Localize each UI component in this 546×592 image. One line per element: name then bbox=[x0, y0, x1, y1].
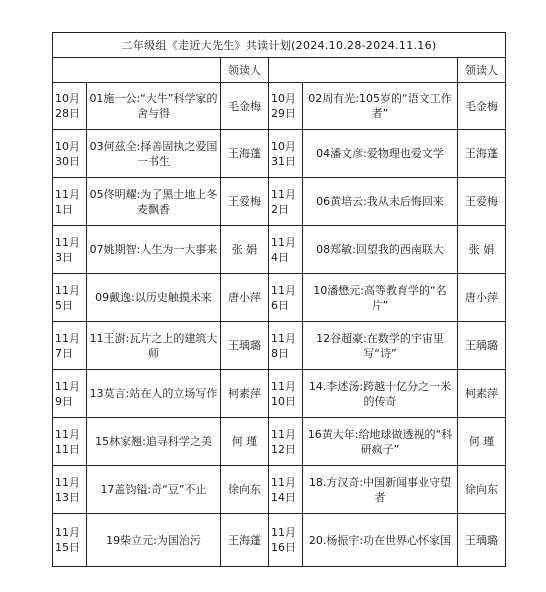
reader-cell-left: 王海蓬 bbox=[221, 130, 269, 178]
book-cell-right: 14.李述汤:跨越十亿分之一米的传奇 bbox=[303, 370, 458, 418]
book-cell-right: 06黄培云:我从未后悔回来 bbox=[303, 178, 458, 226]
date-cell-right: 11月14日 bbox=[269, 466, 303, 514]
book-cell-left: 05佟明耀:为了黑土地上冬麦飘香 bbox=[87, 178, 221, 226]
date-cell-left: 10月28日 bbox=[53, 83, 87, 130]
date-cell-left: 11月9日 bbox=[53, 370, 87, 418]
date-cell-left: 11月15日 bbox=[53, 514, 87, 567]
date-cell-right: 11月4日 bbox=[269, 226, 303, 274]
table-row bbox=[53, 130, 506, 178]
date-cell-left: 10月30日 bbox=[53, 130, 87, 178]
table-row bbox=[53, 226, 506, 274]
date-cell-right: 11月6日 bbox=[269, 274, 303, 322]
reader-cell-left: 唐小萍 bbox=[221, 274, 269, 322]
book-cell-left: 11王澍:瓦片之上的建筑大师 bbox=[87, 322, 221, 370]
book-cell-left: 17盖钧镒:奇“豆”不止 bbox=[87, 466, 221, 514]
date-cell-right: 11月16日 bbox=[269, 514, 303, 567]
header-blank-right bbox=[269, 58, 458, 83]
book-cell-right: 08郑敏:回望我的西南联大 bbox=[303, 226, 458, 274]
reader-cell-right: 唐小萍 bbox=[458, 274, 506, 322]
book-cell-right: 04潘文彦:爱物理也爱文学 bbox=[303, 130, 458, 178]
table-row bbox=[53, 83, 506, 130]
reader-cell-left: 柯素萍 bbox=[221, 370, 269, 418]
book-cell-right: 16黄大年:给地球做透视的“科研疯子” bbox=[303, 418, 458, 466]
date-cell-left: 11月3日 bbox=[53, 226, 87, 274]
table-title: 二年级组《走近大先生》共读计划(2024.10.28-2024.11.16) bbox=[53, 33, 506, 58]
reader-cell-right: 何 瑾 bbox=[458, 418, 506, 466]
reader-cell-right: 毛金梅 bbox=[458, 83, 506, 130]
reader-cell-left: 王海蓬 bbox=[221, 514, 269, 567]
book-cell-left: 07姚期智:人生为一大事来 bbox=[87, 226, 221, 274]
table-row bbox=[53, 418, 506, 466]
header-blank-left bbox=[53, 58, 221, 83]
reader-cell-right: 王瑀璐 bbox=[458, 514, 506, 567]
table-row bbox=[53, 322, 506, 370]
reader-cell-right: 王爱梅 bbox=[458, 178, 506, 226]
book-cell-right: 02周有光:105岁的“语文工作者” bbox=[303, 83, 458, 130]
book-cell-left: 01施一公:“大牛”科学家的舍与得 bbox=[87, 83, 221, 130]
book-cell-right: 12谷超豪:在数学的宇宙里写“诗” bbox=[303, 322, 458, 370]
book-cell-left: 03何兹全:择善固执之爱国一书生 bbox=[87, 130, 221, 178]
reader-cell-right: 徐向东 bbox=[458, 466, 506, 514]
date-cell-right: 11月10日 bbox=[269, 370, 303, 418]
table-row bbox=[53, 514, 506, 567]
date-cell-left: 11月7日 bbox=[53, 322, 87, 370]
date-cell-left: 11月11日 bbox=[53, 418, 87, 466]
book-cell-left: 09戴逸:以历史触摸未来 bbox=[87, 274, 221, 322]
reader-cell-right: 王瑀璐 bbox=[458, 322, 506, 370]
reader-cell-left: 徐向东 bbox=[221, 466, 269, 514]
book-cell-left: 13莫言:站在人的立场写作 bbox=[87, 370, 221, 418]
date-cell-left: 11月1日 bbox=[53, 178, 87, 226]
date-cell-left: 11月5日 bbox=[53, 274, 87, 322]
book-cell-right: 20.杨振宇:功在世界心怀家国 bbox=[303, 514, 458, 567]
book-cell-right: 10潘懋元:高等教育学的“名片” bbox=[303, 274, 458, 322]
reader-cell-right: 王海蓬 bbox=[458, 130, 506, 178]
date-cell-right: 11月2日 bbox=[269, 178, 303, 226]
reader-cell-left: 王瑀璐 bbox=[221, 322, 269, 370]
date-cell-right: 10月29日 bbox=[269, 83, 303, 130]
book-cell-left: 15林家翘:追寻科学之美 bbox=[87, 418, 221, 466]
reader-cell-left: 张 娟 bbox=[221, 226, 269, 274]
date-cell-left: 11月13日 bbox=[53, 466, 87, 514]
date-cell-right: 11月8日 bbox=[269, 322, 303, 370]
reader-cell-right: 柯素萍 bbox=[458, 370, 506, 418]
reader-cell-left: 王爱梅 bbox=[221, 178, 269, 226]
book-cell-right: 18.方汉奇:中国新闻事业守望者 bbox=[303, 466, 458, 514]
date-cell-right: 10月31日 bbox=[269, 130, 303, 178]
table-row bbox=[53, 178, 506, 226]
reader-header-right: 领读人 bbox=[458, 58, 506, 83]
reading-plan-table bbox=[52, 32, 506, 567]
table-row bbox=[53, 370, 506, 418]
reader-header-left: 领读人 bbox=[221, 58, 269, 83]
reader-cell-right: 张 娟 bbox=[458, 226, 506, 274]
reader-cell-left: 毛金梅 bbox=[221, 83, 269, 130]
date-cell-right: 11月12日 bbox=[269, 418, 303, 466]
reader-cell-left: 何 瑾 bbox=[221, 418, 269, 466]
book-cell-left: 19柴立元:为国治污 bbox=[87, 514, 221, 567]
table-row bbox=[53, 274, 506, 322]
table-row bbox=[53, 466, 506, 514]
